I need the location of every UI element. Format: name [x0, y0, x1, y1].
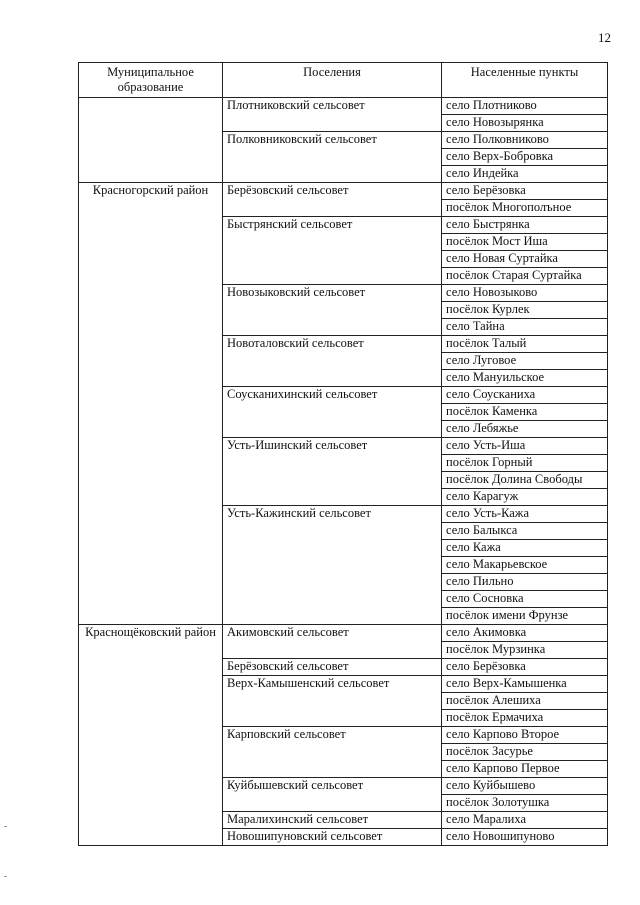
settlement-cell: Куйбышевский сельсовет: [223, 778, 442, 812]
table-body: [79, 98, 608, 846]
scan-artifact: [4, 876, 7, 877]
locality-cell: село Верх-Бобровка: [442, 149, 608, 166]
locality-cell: село Берёзовка: [442, 659, 608, 676]
settlement-cell: Полковниковский сельсовет: [223, 132, 442, 183]
settlement-cell: Новозыковский сельсовет: [223, 285, 442, 336]
locality-cell: посёлок Засурье: [442, 744, 608, 761]
locality-cell: посёлок Мост Иша: [442, 234, 608, 251]
settlement-cell: Плотниковский сельсовет: [223, 98, 442, 132]
locality-cell: село Плотниково: [442, 98, 608, 115]
locality-cell: село Акимовка: [442, 625, 608, 642]
municipality-cell: Краснощёковский район: [79, 625, 223, 846]
locality-cell: село Мануильское: [442, 370, 608, 387]
locality-cell: посёлок имени Фрунзе: [442, 608, 608, 625]
locality-cell: село Маралиха: [442, 812, 608, 829]
locality-cell: посёлок Золотушка: [442, 795, 608, 812]
locality-cell: село Пильно: [442, 574, 608, 591]
locality-cell: село Макарьевское: [442, 557, 608, 574]
locality-cell: село Новая Суртайка: [442, 251, 608, 268]
locality-cell: село Верх-Камышенка: [442, 676, 608, 693]
settlement-cell: Усть-Кажинский сельсовет: [223, 506, 442, 625]
locality-cell: село Карагуж: [442, 489, 608, 506]
locality-cell: посёлок Многополъное: [442, 200, 608, 217]
header-settlements: Поселения: [223, 63, 442, 98]
settlement-cell: Быстрянский сельсовет: [223, 217, 442, 285]
locality-cell: село Тайна: [442, 319, 608, 336]
settlement-cell: Берёзовский сельсовет: [223, 183, 442, 217]
header-municipality: Муниципальное образование: [79, 63, 223, 98]
settlement-cell: Новошипуновский сельсовет: [223, 829, 442, 846]
locality-cell: посёлок Ермачиха: [442, 710, 608, 727]
locality-cell: село Балыкса: [442, 523, 608, 540]
locality-cell: посёлок Старая Суртайка: [442, 268, 608, 285]
locality-cell: село Полковниково: [442, 132, 608, 149]
locality-cell: село Усть-Кажа: [442, 506, 608, 523]
settlements-table: [78, 62, 608, 846]
locality-cell: село Лебяжье: [442, 421, 608, 438]
locality-cell: село Сосновка: [442, 591, 608, 608]
page-number: 12: [598, 30, 611, 45]
header-localities: Населенные пункты: [442, 63, 608, 98]
locality-cell: посёлок Долина Свободы: [442, 472, 608, 489]
locality-cell: село Усть-Иша: [442, 438, 608, 455]
locality-cell: село Индейка: [442, 166, 608, 183]
settlement-cell: Акимовский сельсовет: [223, 625, 442, 659]
locality-cell: село Новошипуново: [442, 829, 608, 846]
table-row: [79, 98, 608, 115]
locality-cell: село Быстрянка: [442, 217, 608, 234]
municipality-cell: Красногорский район: [79, 183, 223, 625]
table-row: [79, 625, 608, 642]
locality-cell: посёлок Алешиха: [442, 693, 608, 710]
settlement-cell: Соусканихинский сельсовет: [223, 387, 442, 438]
locality-cell: село Берёзовка: [442, 183, 608, 200]
scan-artifact: [4, 826, 7, 827]
locality-cell: село Куйбышево: [442, 778, 608, 795]
locality-cell: посёлок Талый: [442, 336, 608, 353]
table-header-row: [79, 63, 608, 98]
table-row: [79, 183, 608, 200]
settlement-cell: Новоталовский сельсовет: [223, 336, 442, 387]
settlement-cell: Усть-Ишинский сельсовет: [223, 438, 442, 506]
settlement-cell: Верх-Камышенский сельсовет: [223, 676, 442, 727]
settlement-cell: Маралихинский сельсовет: [223, 812, 442, 829]
locality-cell: село Карпово Первое: [442, 761, 608, 778]
locality-cell: село Соусканиха: [442, 387, 608, 404]
locality-cell: село Кажа: [442, 540, 608, 557]
locality-cell: посёлок Мурзинка: [442, 642, 608, 659]
locality-cell: село Луговое: [442, 353, 608, 370]
settlement-cell: Берёзовский сельсовет: [223, 659, 442, 676]
municipality-cell: [79, 98, 223, 183]
locality-cell: посёлок Горный: [442, 455, 608, 472]
locality-cell: село Карпово Второе: [442, 727, 608, 744]
locality-cell: посёлок Курлек: [442, 302, 608, 319]
settlement-cell: Карповский сельсовет: [223, 727, 442, 778]
locality-cell: село Новозырянка: [442, 115, 608, 132]
locality-cell: посёлок Каменка: [442, 404, 608, 421]
locality-cell: село Новозыково: [442, 285, 608, 302]
